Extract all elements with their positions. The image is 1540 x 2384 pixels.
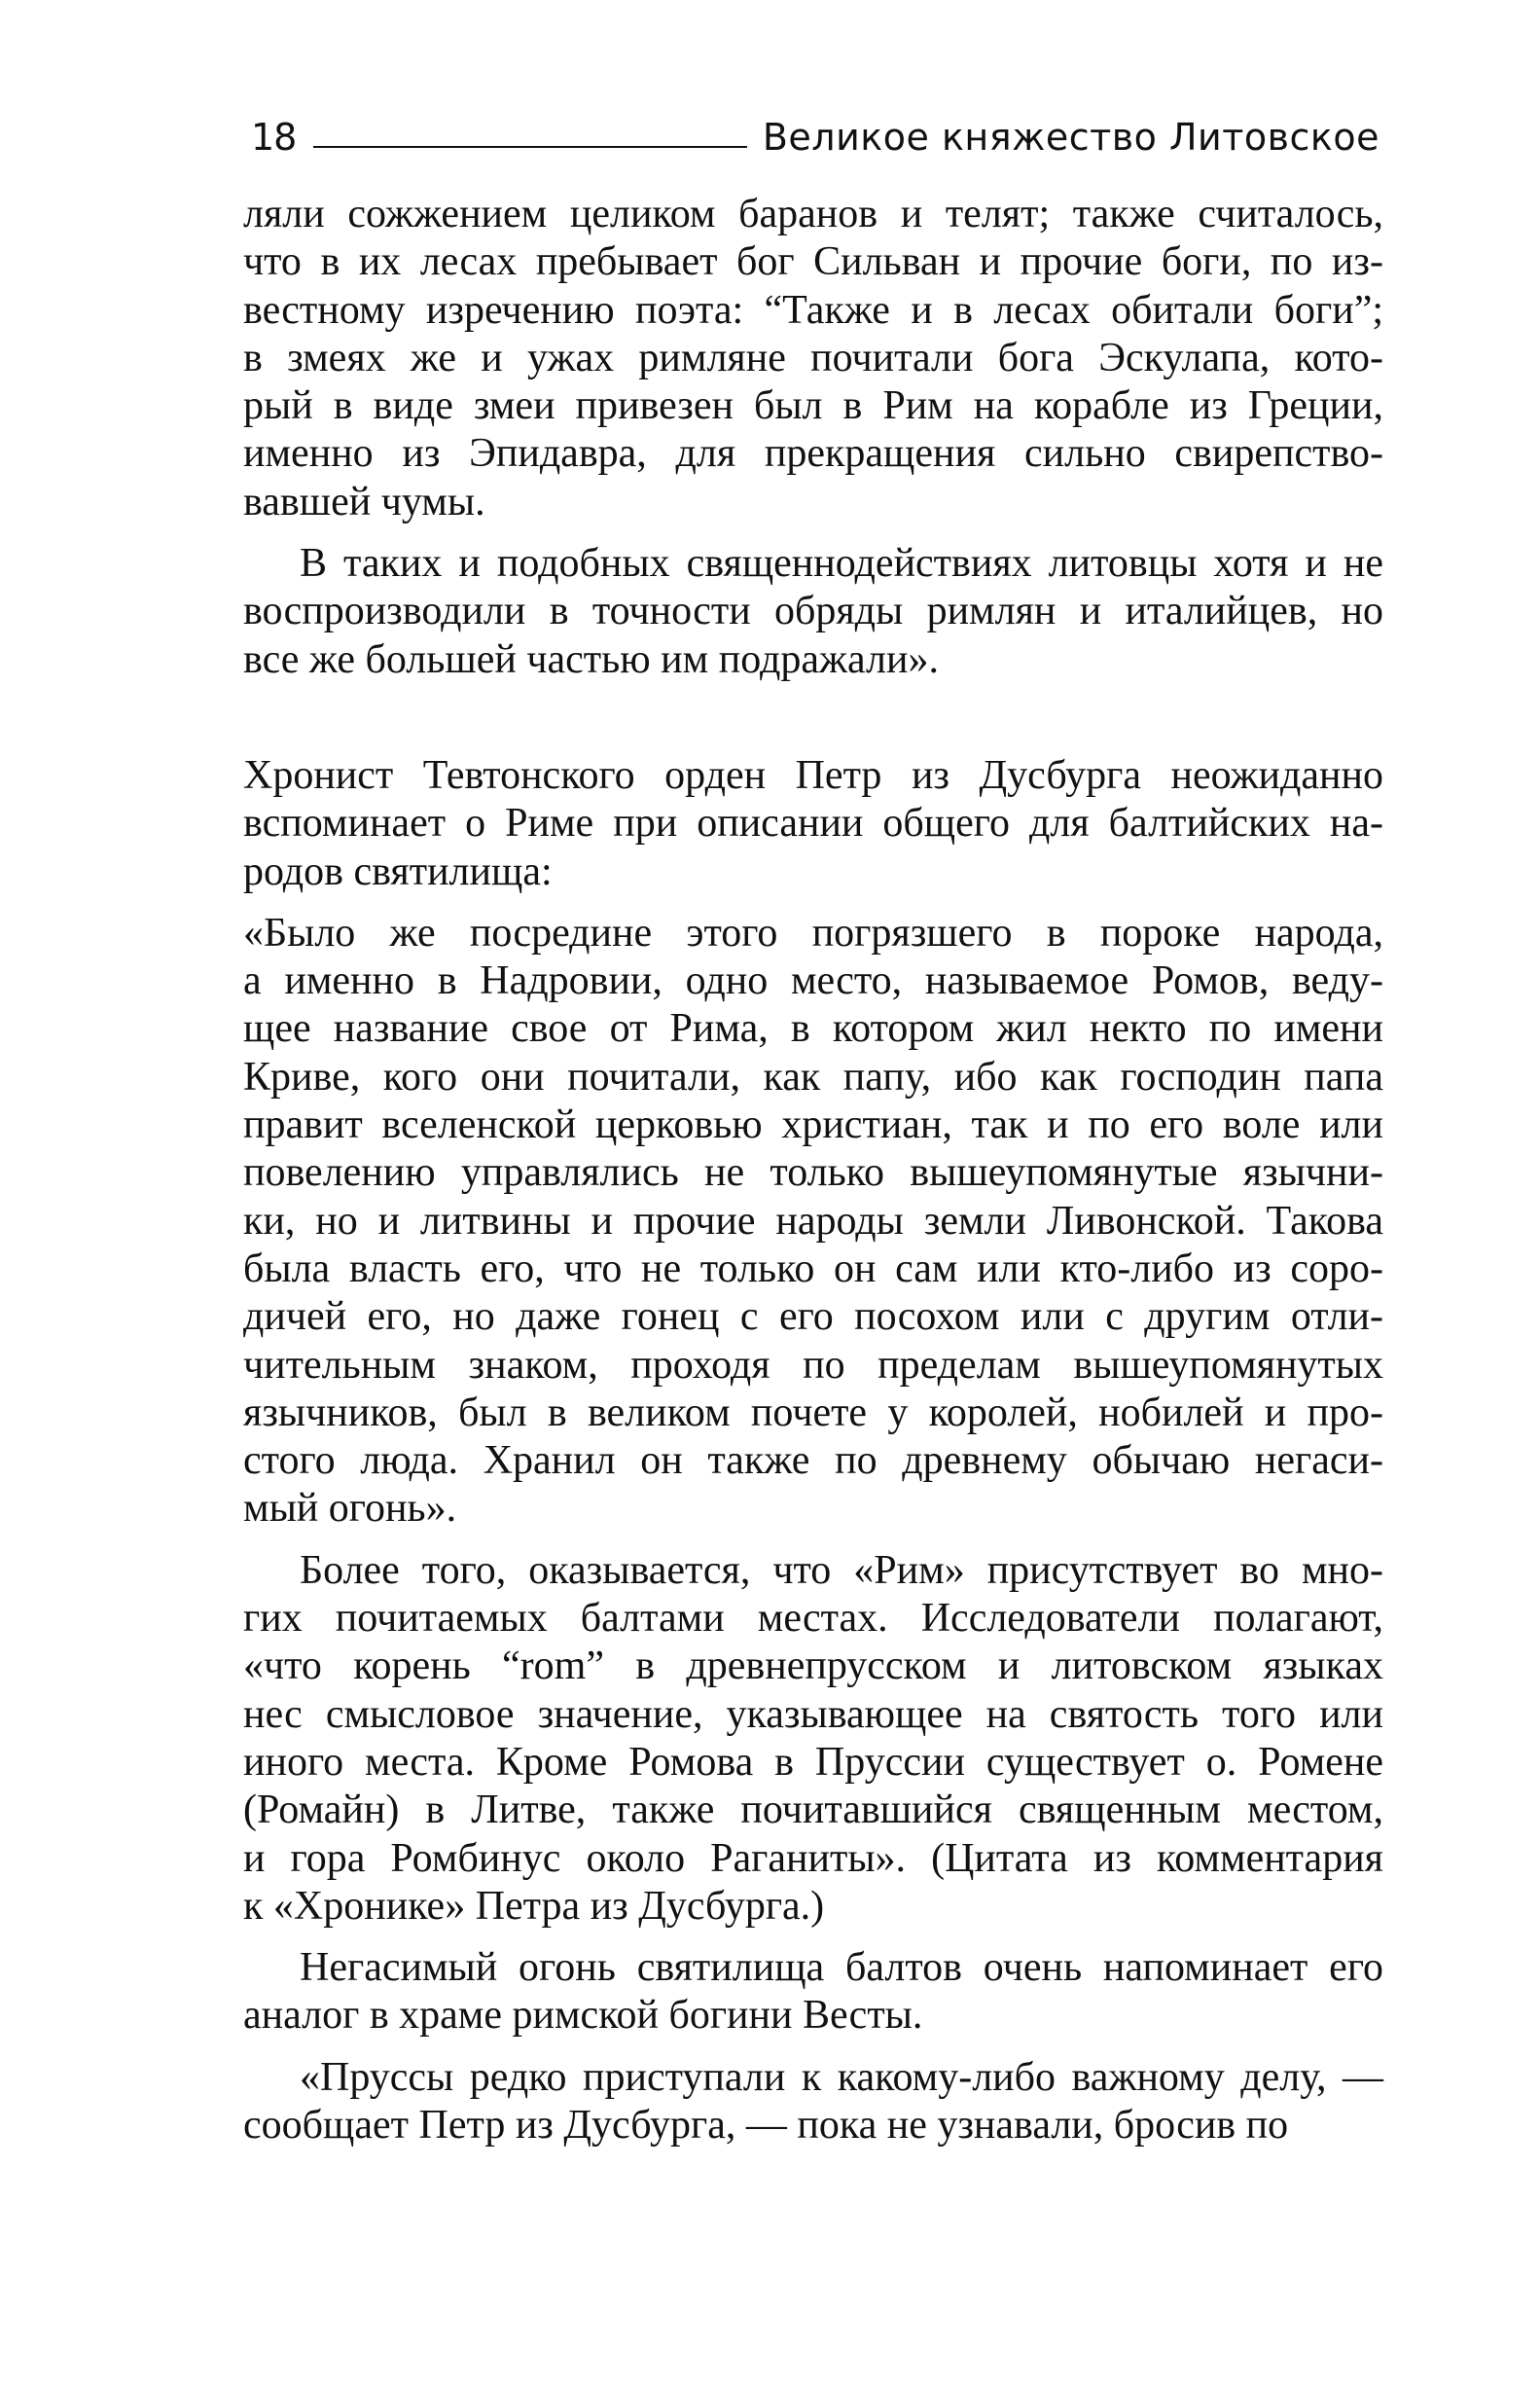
paragraph-spacer [243,2041,1383,2054]
text-line: правит вселенской церковью христиан, так и по его воле или [243,1102,1383,1148]
paragraph-p2 [243,540,1383,684]
text-line: была власть его, что не только он сам или кто-либо из соро- [243,1246,1383,1291]
paragraph-p4 [243,910,1383,1534]
text-line: (Ромайн) в Литве, также почитавшийся священным местом, [243,1788,1383,1833]
paragraph-spacer [243,684,1383,752]
paragraph-spacer [243,896,1383,910]
text-line: именно из Эпидавра, для прекращения сильно свирепство- [243,431,1383,477]
paragraph-spacer [243,526,1383,540]
text-line: и гора Ромбинус около Раганиты». (Цитата из комментария [243,1835,1383,1881]
text-line: что в их лесах пребывает бог Сильван и прочие боги, по из- [243,239,1383,285]
header-rule [313,146,747,148]
paragraph-p5 [243,1547,1383,1931]
text-line: чительным знаком, проходя по пределам вышеупомянутых [243,1342,1383,1388]
page-number: 18 [251,116,297,159]
text-line: язычников, был в великом почете у королей, нобилей и про- [243,1390,1383,1435]
text-line: сообщает Петр из Дусбурга, — пока не узнавали, бросив по [243,2102,1289,2148]
text-line: «что корень “rom” в древнепрусском и литовском языках [243,1644,1383,1689]
text-line: Хронист Тевтонского орден Петр из Дусбурга неожиданно [243,752,1383,798]
text-line: дичей его, но даже гонец с его посохом или с другим отли- [243,1294,1383,1340]
text-line: В таких и подобных священнодействиях литовцы хотя и не [300,541,1383,587]
text-line: мый огонь». [243,1486,457,1532]
paragraph-p3 [243,752,1383,896]
text-line: вавшей чумы. [243,479,485,524]
body-text [243,191,1383,2149]
text-line: аналог в храме римской богини Весты. [243,1993,923,2039]
text-line: «Пруссы редко приступали к какому-либо важному делу, — [300,2054,1383,2100]
paragraph-spacer [243,1534,1383,1547]
text-line: в змеях же и ужах римляне почитали бога Эскулапа, кото- [243,335,1383,380]
text-line: воспроизводили в точности обряды римлян и италийцев, но [243,589,1383,634]
text-line: все же большей частью им подражали». [243,636,939,682]
text-line: рый в виде змеи привезен был в Рим на корабле из Греции, [243,383,1383,429]
text-line: Криве, кого они почитали, как папу, ибо как господин папа [243,1054,1383,1100]
text-line: родов святилища: [243,849,553,894]
text-line: ляли сожжением целиком баранов и телят; также считалось, [243,192,1383,236]
running-title: Великое княжество Литовское [762,116,1379,159]
text-line: повелению управлялись не только вышеупомянутые язычни- [243,1150,1383,1196]
text-line: вестному изречению поэта: “Также и в лесах обитали боги”; [243,287,1383,333]
text-line: нес смысловое значение, указывающее на святость того или [243,1691,1383,1737]
text-line: к «Хронике» Петра из Дусбурга.) [243,1883,825,1929]
paragraph-p1 [243,191,1383,526]
running-head [251,97,1379,159]
text-line: стого люда. Хранил он также по древнему обычаю негаси- [243,1438,1383,1484]
text-line: гих почитаемых балтами местах. Исследователи полагают, [243,1596,1383,1642]
text-line: «Было же посредине этого погрязшего в пороке народа, [243,910,1383,956]
text-line: вспоминает о Риме при описании общего для балтийских на- [243,801,1383,847]
text-line: щее название свое от Рима, в котором жил некто по имени [243,1006,1383,1052]
paragraph-spacer [243,1931,1383,1944]
text-line: ки, но и литвины и прочие народы земли Ливонской. Такова [243,1198,1383,1244]
text-line: иного места. Кроме Ромова в Пруссии существует о. Ромене [243,1739,1383,1785]
text-line: а именно в Надровии, одно место, называемое Ромов, веду- [243,958,1383,1004]
paragraph-p6 [243,1944,1383,2041]
paragraph-p7 [243,2054,1383,2150]
text-line: Негасимый огонь святилища балтов очень напоминает его [300,1945,1383,1991]
text-line: Более того, оказывается, что «Рим» присутствует во мно- [300,1547,1383,1593]
